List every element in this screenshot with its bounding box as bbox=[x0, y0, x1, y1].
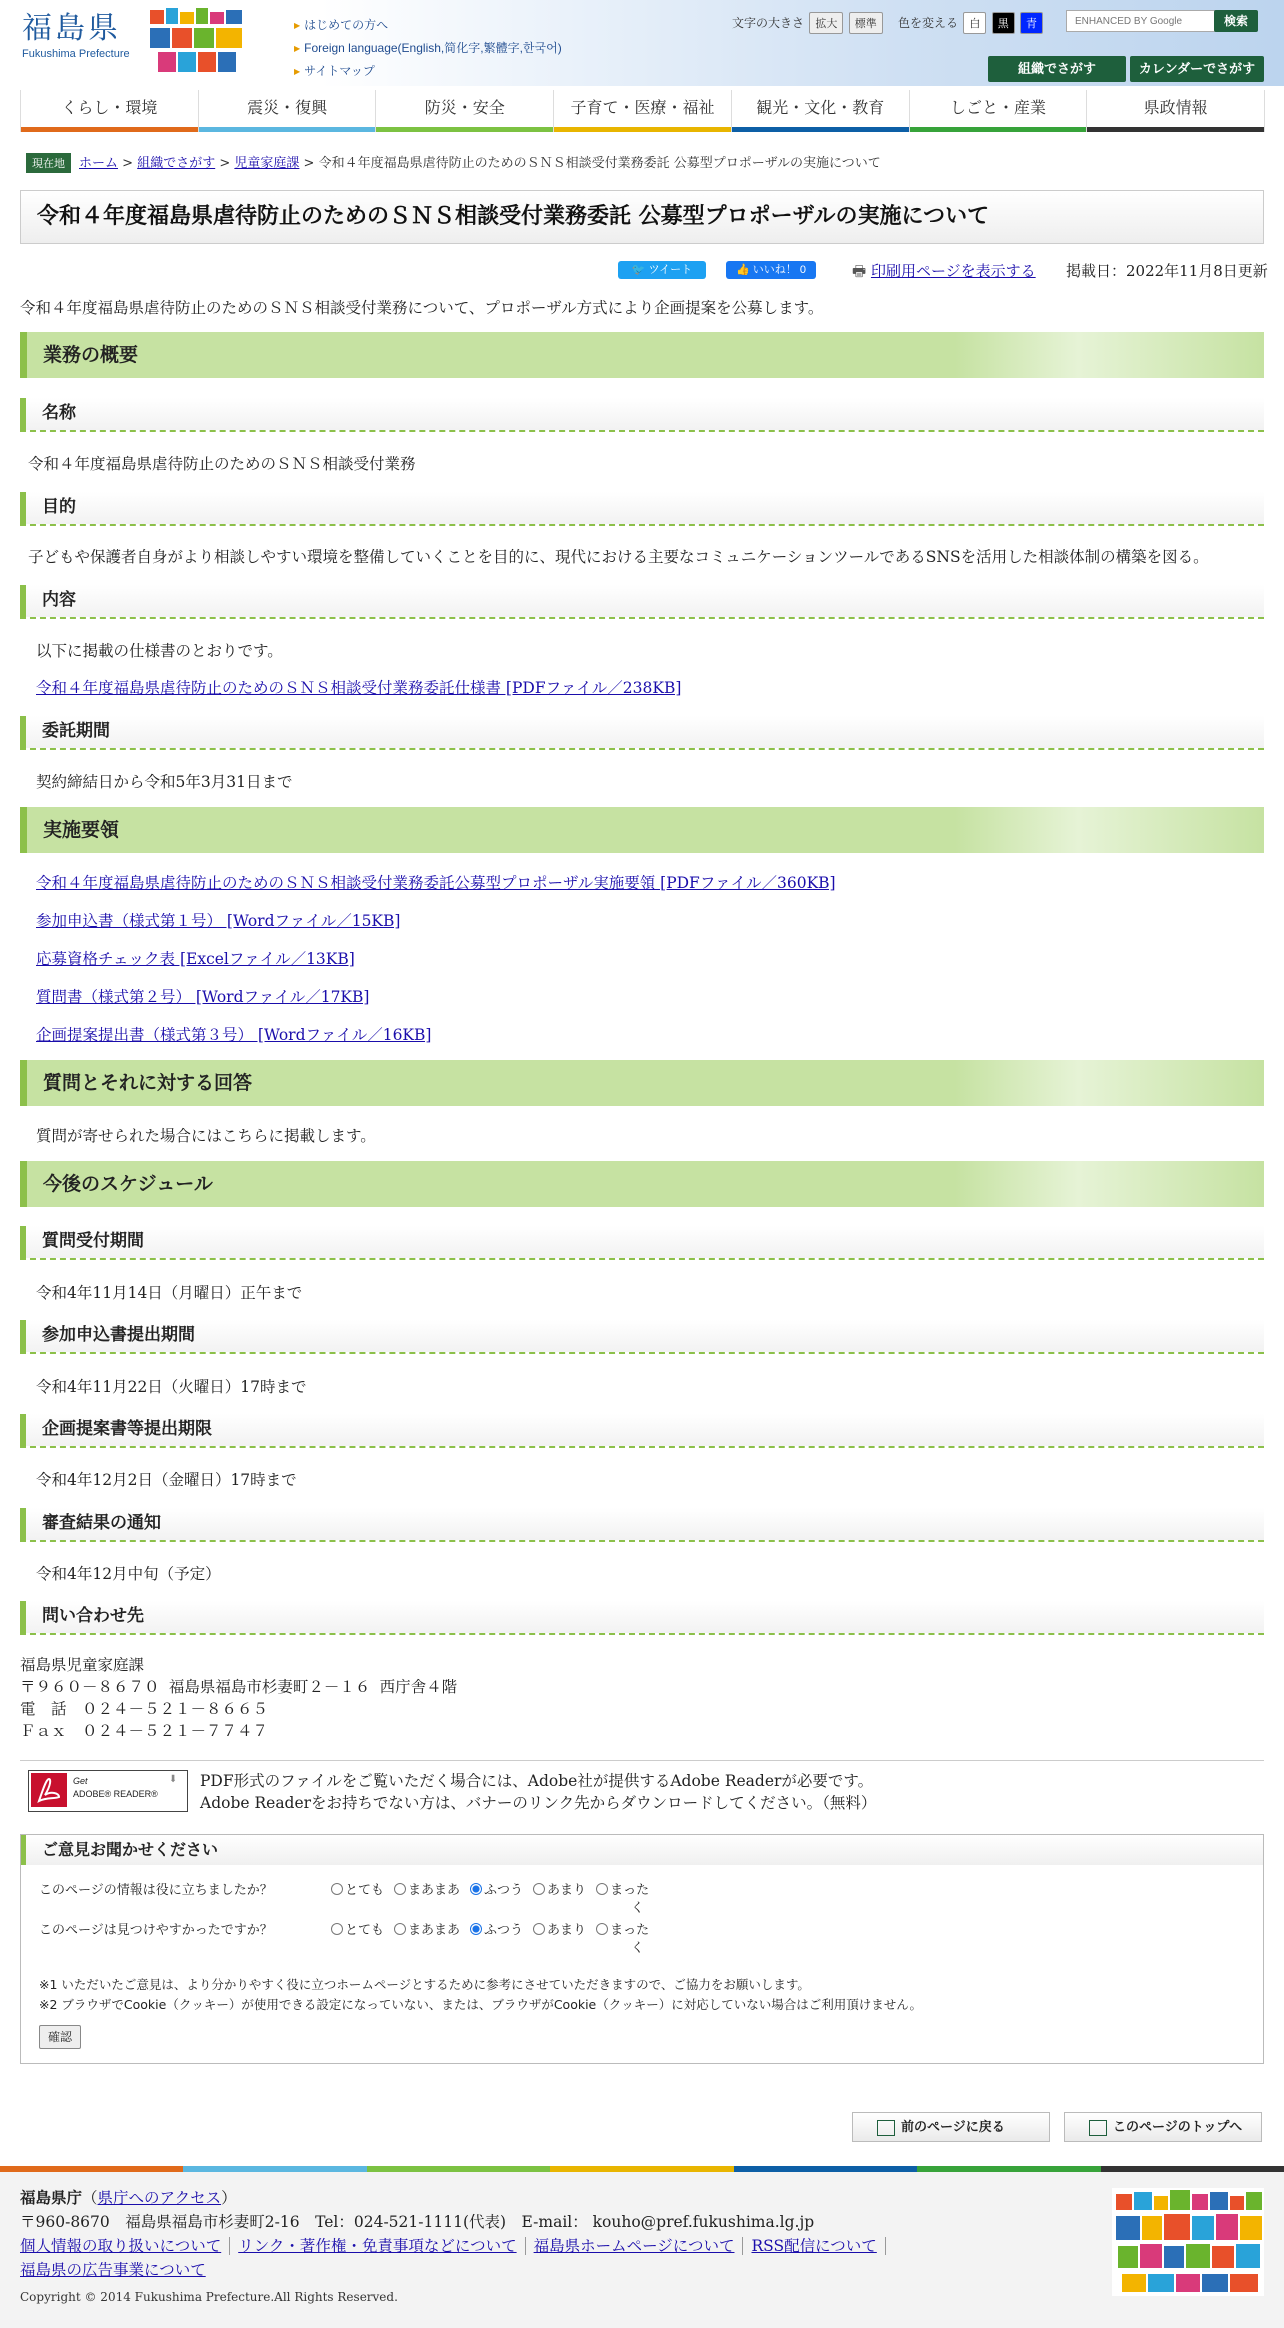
question-form-link[interactable]: 質問書（様式第２号） [Wordファイル／17KB] bbox=[36, 988, 370, 1006]
contact-fax: Ｆａｘ ０２４－５２１－７７４７ bbox=[20, 1722, 269, 1740]
eligibility-checklist-link[interactable]: 応募資格チェック表 [Excelファイル／13KB] bbox=[36, 950, 355, 968]
radio-label: まあまあ bbox=[408, 1883, 461, 1898]
radio-label: とても bbox=[345, 1883, 385, 1898]
back-label: 前のページに戻る bbox=[901, 2120, 1005, 2135]
footer-address: 〒960-8670 福島県福島市杉妻町2-16 Tel：024-521-1111(代表) E-mail： kouho@pref.fukushima.lg.jp bbox=[20, 2213, 815, 2231]
q1-option-2[interactable] bbox=[470, 1879, 523, 1898]
radio-button[interactable] bbox=[470, 1923, 482, 1935]
q1-option-3[interactable] bbox=[533, 1879, 586, 1898]
contact-block bbox=[20, 1654, 457, 1742]
radio-button[interactable] bbox=[596, 1923, 608, 1935]
search-button[interactable]: 検索 bbox=[1214, 10, 1258, 32]
nav-color-bar bbox=[910, 127, 1087, 132]
breadcrumb: 現在地 ホーム > 組織でさがす > 児童家庭課 > 令和４年度福島県虐待防止のためのＳＮＳ相談受付業務委託 公募型プロポーザルの実施について bbox=[26, 152, 881, 173]
nav-item-label: 県政情報 bbox=[1143, 98, 1208, 117]
question-2: このページは見つけやすかったですか？ bbox=[39, 1923, 273, 1938]
nav-color-bar bbox=[199, 127, 376, 132]
feedback-form bbox=[20, 1834, 1264, 2064]
heading-application-period: 参加申込書提出期間 bbox=[20, 1320, 1264, 1354]
nav-item-label: 観光・文化・教育 bbox=[756, 98, 885, 117]
font-enlarge-button[interactable]: 拡大 bbox=[809, 12, 843, 34]
heading-qa: 質問とそれに対する回答 bbox=[20, 1060, 1264, 1106]
nav-item-label: くらし・環境 bbox=[61, 98, 158, 117]
radio-label: まった bbox=[610, 1923, 650, 1938]
site-header bbox=[0, 0, 1284, 86]
logo-en: Fukushima Prefecture bbox=[22, 48, 130, 60]
heading-result-notice: 審査結果の通知 bbox=[20, 1508, 1264, 1542]
adobe-logo-icon bbox=[31, 1773, 67, 1807]
heading-period: 委託期間 bbox=[20, 716, 1264, 750]
footer-links bbox=[20, 2234, 980, 2282]
quick-link-sitemap[interactable]: ▶ サイトマップ bbox=[294, 62, 562, 79]
heading-purpose: 目的 bbox=[20, 492, 1264, 526]
q2-option-3[interactable] bbox=[533, 1919, 586, 1938]
nav-item-label: 子育て・医療・福祉 bbox=[570, 98, 715, 117]
font-size-label: 文字の大きさ bbox=[732, 16, 805, 30]
adobe-line-1: PDF形式のファイルをご覧いただく場合には、Adobe社が提供するAdobe Readerが必要です。 bbox=[200, 1772, 874, 1790]
q1-option-1[interactable] bbox=[394, 1879, 460, 1898]
application-period-text: 令和4年11月22日（火曜日）17時まで bbox=[36, 1378, 307, 1396]
question-period-text: 令和4年11月14日（月曜日）正午まで bbox=[36, 1284, 303, 1302]
question-1-options bbox=[331, 1879, 711, 1916]
back-button[interactable] bbox=[852, 2112, 1050, 2142]
tweet-button[interactable] bbox=[618, 261, 706, 279]
contact-address: 〒９６０－８６７０ 福島県福島市杉妻町２－１６ 西庁舎４階 bbox=[20, 1678, 458, 1696]
q1-option-0[interactable] bbox=[331, 1879, 384, 1898]
site-logo[interactable] bbox=[22, 11, 130, 60]
adobe-name: ADOBE® READER® bbox=[73, 1789, 158, 1799]
nav-color-bar bbox=[732, 127, 909, 132]
search-input[interactable]: ENHANCED BY Google bbox=[1066, 10, 1226, 32]
share-row bbox=[0, 260, 1284, 280]
page-top-label: このページのトップへ bbox=[1113, 2120, 1243, 2135]
q2-option-4[interactable] bbox=[596, 1919, 649, 1938]
radio-label: とても bbox=[345, 1923, 385, 1938]
footer-illustration-icon bbox=[1112, 2188, 1264, 2296]
nav-item-3[interactable] bbox=[554, 90, 732, 132]
question-2-options bbox=[331, 1919, 711, 1956]
feedback-heading: ご意見お聞かせください bbox=[21, 1835, 1263, 1865]
radio-label: あまり bbox=[547, 1883, 587, 1898]
page-title: 令和４年度福島県虐待防止のためのＳＮＳ相談受付業務委託 公募型プロポーザルの実施について bbox=[20, 190, 1264, 244]
proposal-form-link[interactable]: 企画提案提出書（様式第３号） [Wordファイル／16KB] bbox=[36, 1026, 432, 1044]
purpose-text: 子どもや保護者自身がより相談しやすい環境を整備していくことを目的に、現代における主要なコミュニケーションツールであるSNSを活用した相談体制の構築を図る。 bbox=[28, 548, 1209, 566]
adobe-line-2: Adobe Readerをお持ちでない方は、バナーのリンク先からダウンロードしてください。（無料） bbox=[200, 1794, 877, 1812]
nav-item-label: 防災・安全 bbox=[424, 98, 505, 117]
nav-color-bar bbox=[376, 127, 553, 132]
twitter-icon: 🐦 bbox=[631, 264, 646, 276]
radio-label: まあまあ bbox=[408, 1923, 461, 1938]
spec-pdf-link[interactable]: 令和４年度福島県虐待防止のためのＳＮＳ相談受付業務委託仕様書 [PDFファイル／238KB] bbox=[36, 679, 682, 697]
adobe-reader-banner[interactable] bbox=[28, 1770, 188, 1812]
nav-item-5[interactable] bbox=[910, 90, 1088, 132]
contact-tel: 電 話 ０２４－５２１－８６６５ bbox=[20, 1700, 269, 1718]
posted-date: 掲載日：2022年11月8日更新 bbox=[1066, 262, 1268, 280]
nav-item-4[interactable] bbox=[732, 90, 910, 132]
quick-links bbox=[294, 16, 562, 85]
radio-label-wrap: く bbox=[631, 1941, 645, 1956]
heading-proposal-deadline: 企画提案書等提出期限 bbox=[20, 1414, 1264, 1448]
quick-link-foreign-language[interactable]: ▶ Foreign language(English,简化字,繁體字,한국어) bbox=[294, 39, 562, 56]
up-arrow-icon bbox=[1089, 2120, 1107, 2136]
quick-link-beginner[interactable]: ▶ はじめての方へ bbox=[294, 16, 562, 33]
result-notice-text: 令和4年12月中旬（予定） bbox=[36, 1565, 221, 1583]
radio-label-wrap: く bbox=[631, 1901, 645, 1916]
adobe-get: Get bbox=[73, 1776, 88, 1786]
tweet-label: ツイート bbox=[648, 264, 693, 276]
footer-link-about[interactable]: 福島県ホームページについて bbox=[533, 2237, 735, 2255]
name-text: 令和４年度福島県虐待防止のためのＳＮＳ相談受付業務 bbox=[28, 455, 416, 473]
footer-link-rss[interactable]: RSS配信について bbox=[751, 2237, 877, 2255]
breadcrumb-dept[interactable]: 児童家庭課 bbox=[234, 156, 300, 171]
q2-option-1[interactable] bbox=[394, 1919, 460, 1938]
font-size-control bbox=[732, 12, 883, 34]
feedback-note-1: ※1 いただいたご意見は、より分かりやすく役に立つホームページとするために参考にさせていただきますので、ご協力をお願いします。 bbox=[39, 1977, 810, 1992]
heading-schedule: 今後のスケジュール bbox=[20, 1161, 1264, 1207]
nav-color-bar bbox=[1087, 127, 1264, 132]
footer-link-copyright[interactable]: リンク・著作権・免責事項などについて bbox=[238, 2237, 517, 2255]
qa-text: 質問が寄せられた場合にはこちらに掲載します。 bbox=[36, 1127, 376, 1145]
heading-guideline: 実施要領 bbox=[20, 807, 1264, 853]
radio-label: あまり bbox=[547, 1923, 587, 1938]
footer-info: 福島県庁（県庁へのアクセス） 〒960-8670 福島県福島市杉妻町2-16 Tel：024-521-1111(代表) E-mail： kouho@pref.fukushima.lg.jp bbox=[20, 2186, 814, 2234]
radio-label: ふつう bbox=[484, 1923, 524, 1938]
breadcrumb-home[interactable]: ホーム bbox=[79, 156, 119, 171]
back-arrow-icon bbox=[877, 2120, 895, 2136]
nav-color-bar bbox=[21, 127, 198, 132]
footer-link-ads[interactable]: 福島県の広告事業について bbox=[20, 2261, 206, 2279]
color-white-button[interactable]: 白 bbox=[963, 12, 986, 34]
like-button[interactable] bbox=[726, 261, 816, 279]
heading-overview: 業務の概要 bbox=[20, 332, 1264, 378]
period-text: 契約締結日から令和5年3月31日まで bbox=[36, 773, 293, 791]
intro-text: 令和４年度福島県虐待防止のためのＳＮＳ相談受付業務について、プロポーザル方式により企画提案を公募します。 bbox=[20, 299, 824, 317]
brand-mark-icon bbox=[148, 6, 246, 76]
contact-dept: 福島県児童家庭課 bbox=[20, 1656, 145, 1674]
footer-link-privacy[interactable]: 個人情報の取り扱いについて bbox=[20, 2237, 222, 2255]
q2-option-2[interactable] bbox=[470, 1919, 523, 1938]
q1-option-4[interactable] bbox=[596, 1879, 649, 1898]
nav-item-2[interactable] bbox=[376, 90, 554, 132]
guideline-pdf-link[interactable]: 令和４年度福島県虐待防止のためのＳＮＳ相談受付業務委託公募型プロポーザル実施要領 [PDFファイル／360KB] bbox=[36, 874, 836, 892]
radio-label: ふつう bbox=[484, 1883, 524, 1898]
radio-button[interactable] bbox=[596, 1883, 608, 1895]
breadcrumb-org[interactable]: 組織でさがす bbox=[137, 156, 216, 171]
footer-access-link[interactable]: 県庁へのアクセス bbox=[97, 2189, 222, 2207]
question-1: このページの情報は役に立ちましたか？ bbox=[39, 1883, 273, 1898]
copyright: Copyright © 2014 Fukushima Prefecture.All Rights Reserved. bbox=[20, 2290, 398, 2304]
footer-org: 福島県庁 bbox=[20, 2188, 83, 2207]
color-black-button[interactable]: 黒 bbox=[992, 12, 1015, 34]
site-footer bbox=[0, 2172, 1284, 2328]
printer-icon: 🖶 bbox=[852, 262, 867, 280]
nav-color-bar bbox=[554, 127, 731, 132]
thumbs-up-icon: 👍 bbox=[736, 264, 750, 276]
download-arrow-icon: ⬇ bbox=[169, 1774, 178, 1785]
like-label: いいね！ 0 bbox=[752, 264, 806, 276]
breadcrumb-badge: 現在地 bbox=[26, 153, 71, 173]
content-text: 以下に掲載の仕様書のとおりです。 bbox=[36, 642, 283, 660]
color-control bbox=[898, 12, 1043, 34]
proposal-deadline-text: 令和4年12月2日（金曜日）17時まで bbox=[36, 1471, 297, 1489]
logo-ja: 福島県 bbox=[22, 11, 121, 46]
heading-question-period: 質問受付期間 bbox=[20, 1226, 1264, 1260]
confirm-button[interactable]: 確認 bbox=[39, 2025, 81, 2049]
nav-item-1[interactable] bbox=[199, 90, 377, 132]
radio-button[interactable] bbox=[331, 1883, 343, 1895]
breadcrumb-current: 令和４年度福島県虐待防止のためのＳＮＳ相談受付業務委託 公募型プロポーザルの実施について bbox=[318, 156, 881, 171]
radio-button[interactable] bbox=[533, 1923, 545, 1935]
color-blue-button[interactable]: 青 bbox=[1020, 12, 1043, 34]
page-top-button[interactable] bbox=[1064, 2112, 1262, 2142]
adobe-text bbox=[200, 1770, 876, 1814]
radio-button[interactable] bbox=[394, 1923, 406, 1935]
heading-content: 内容 bbox=[20, 585, 1264, 619]
radio-button[interactable] bbox=[331, 1923, 343, 1935]
divider bbox=[20, 1760, 1264, 1761]
radio-button[interactable] bbox=[533, 1883, 545, 1895]
heading-contact: 問い合わせ先 bbox=[20, 1601, 1264, 1635]
nav-item-label: 震災・復興 bbox=[247, 98, 328, 117]
global-nav bbox=[20, 90, 1265, 132]
org-search-button[interactable]: 組織でさがす bbox=[988, 56, 1126, 82]
color-change-label: 色を変える bbox=[898, 16, 959, 30]
nav-item-0[interactable] bbox=[21, 90, 199, 132]
calendar-search-button[interactable]: カレンダーでさがす bbox=[1130, 56, 1264, 82]
radio-label: まった bbox=[610, 1883, 650, 1898]
radio-button[interactable] bbox=[470, 1883, 482, 1895]
radio-button[interactable] bbox=[394, 1883, 406, 1895]
feedback-note-2: ※2 ブラウザでCookie（クッキー）が使用できる設定になっていない、または、ブラウザがCookie（クッキー）に対応していない場合はご利用頂けません。 bbox=[39, 1997, 923, 2012]
q2-option-0[interactable] bbox=[331, 1919, 384, 1938]
application-form-link[interactable]: 参加申込書（様式第１号） [Wordファイル／15KB] bbox=[36, 912, 401, 930]
nav-item-6[interactable] bbox=[1087, 90, 1265, 132]
nav-item-label: しごと・産業 bbox=[949, 98, 1046, 117]
print-link-text[interactable]: 印刷用ページを表示する bbox=[870, 262, 1036, 280]
print-link[interactable] bbox=[852, 260, 1036, 286]
font-standard-button[interactable]: 標準 bbox=[849, 12, 883, 34]
heading-name: 名称 bbox=[20, 398, 1264, 432]
